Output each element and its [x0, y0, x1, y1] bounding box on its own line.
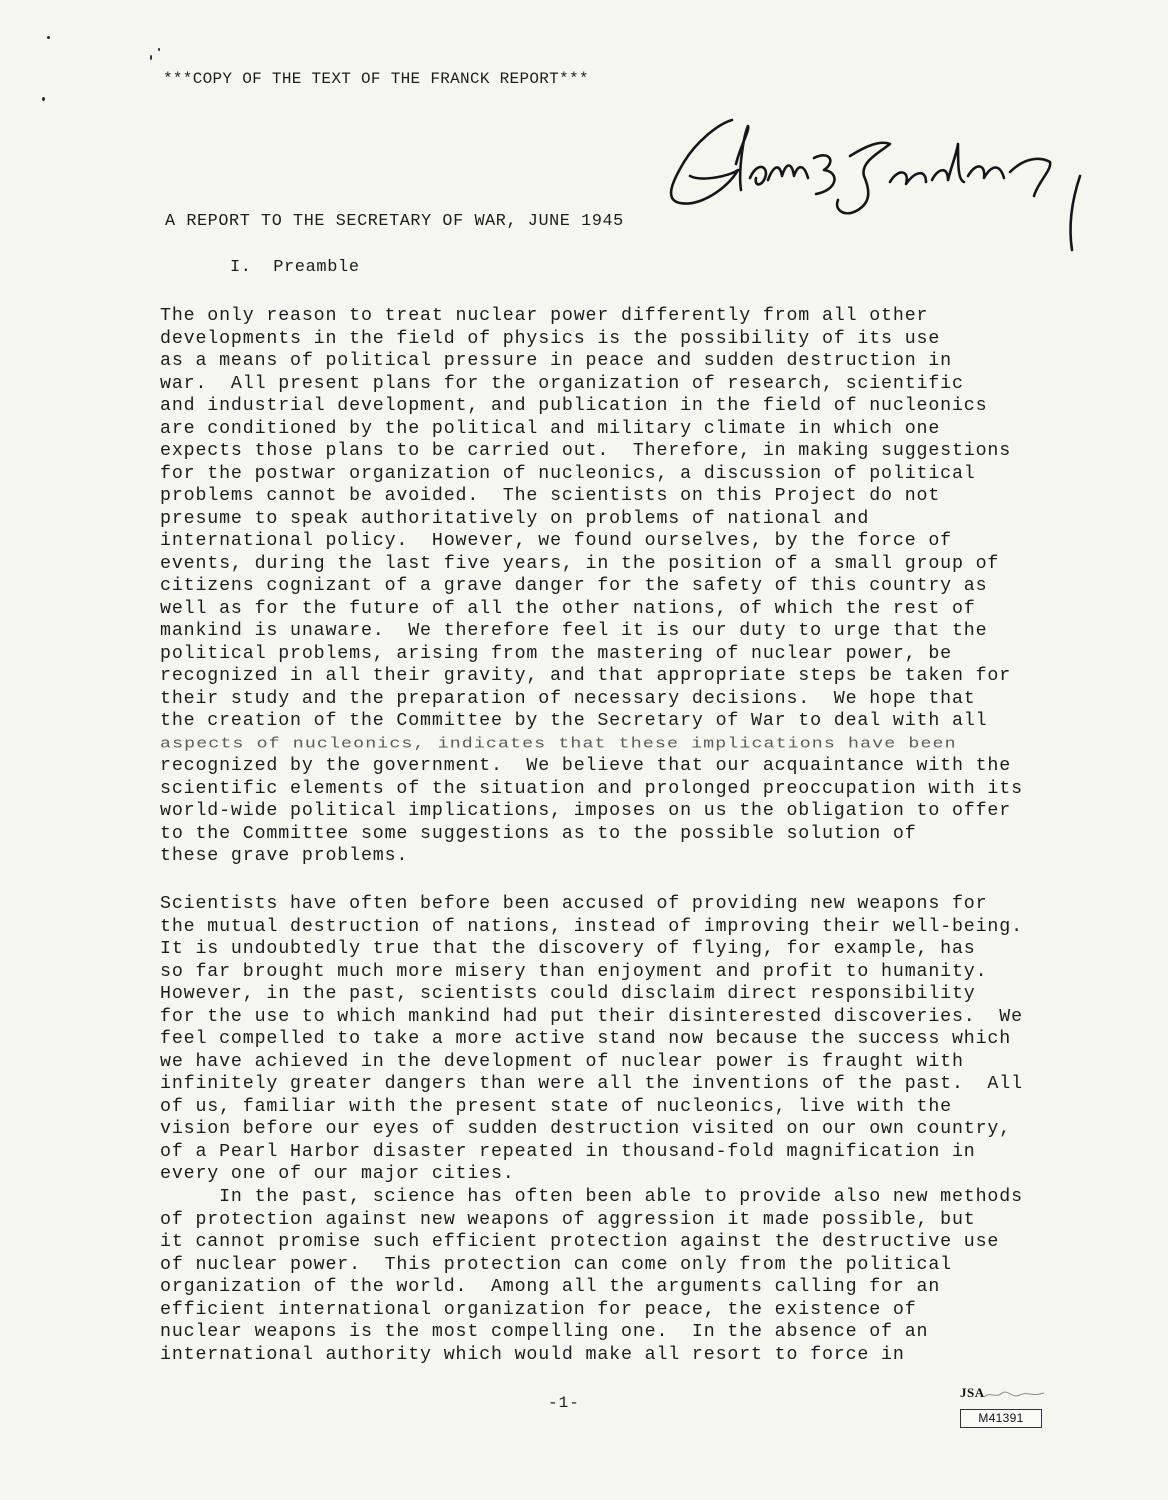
- text-line: citizens cognizant of a grave danger for the safety of this country as: [160, 576, 988, 596]
- text-line: feel compelled to take a more active stand now because the success which: [160, 1029, 1012, 1049]
- paragraph-3: [160, 1186, 1150, 1366]
- text-line: we have achieved in the development of nuclear power is fraught with: [160, 1051, 964, 1072]
- ink-speck: [47, 36, 50, 39]
- text-line: their study and the preparation of necessary decisions. We hope that: [160, 688, 976, 709]
- report-header: ***COPY OF THE TEXT OF THE FRANCK REPORT***: [163, 70, 589, 88]
- scribble-icon: [982, 1387, 1046, 1403]
- page-number: -1-: [548, 1394, 580, 1412]
- text-line: world-wide political implications, imposes on us the obligation to offer: [160, 801, 1012, 821]
- jsa-cert-number: M41391: [960, 1409, 1042, 1428]
- text-line: are conditioned by the political and military climate in which one: [160, 418, 941, 439]
- paragraph-1: [160, 305, 1150, 868]
- text-line: organization of the world. Among all the arguments calling for an: [160, 1277, 941, 1297]
- text-line: the creation of the Committee by the Secretary of War to deal with all: [160, 711, 988, 731]
- text-line: international authority which would make all resort to force in: [160, 1344, 905, 1365]
- text-line: vision before our eyes of sudden destruction visited on our own country,: [160, 1119, 1012, 1139]
- text-line: of nuclear power. This protection can come only from the political: [160, 1254, 952, 1275]
- paragraph-2: [160, 893, 1150, 1186]
- text-line: The only reason to treat nuclear power differently from all other: [160, 306, 929, 326]
- text-line: political problems, arising from the mastering of nuclear power, be: [160, 643, 952, 664]
- jsa-logo: JSA: [960, 1385, 985, 1400]
- text-line: Scientists have often before been accused of providing new weapons for: [160, 894, 988, 914]
- text-line: infinitely greater dangers than were all the inventions of the past. All: [160, 1074, 1023, 1094]
- text-line: as a means of political pressure in peace and sudden destruction in: [160, 351, 952, 371]
- ink-speck: [158, 48, 160, 51]
- ink-speck: [42, 97, 45, 101]
- section-heading: I. Preamble: [230, 258, 360, 277]
- text-line: international policy. However, we found ourselves, by the force of: [160, 531, 952, 551]
- text-line: and industrial development, and publication in the field of nucleonics: [160, 396, 988, 416]
- text-line: recognized in all their gravity, and that appropriate steps be taken for: [160, 666, 1012, 686]
- text-line: of a Pearl Harbor disaster repeated in thousand-fold magnification in: [160, 1141, 976, 1162]
- text-line: these grave problems.: [160, 846, 409, 866]
- text-line: for the use to which mankind had put their disinterested discoveries. We: [160, 1006, 1023, 1027]
- handwritten-signature-icon: [640, 100, 1100, 270]
- report-title: A REPORT TO THE SECRETARY OF WAR, JUNE 1945: [165, 212, 624, 231]
- text-line: efficient international organization for peace, the existence of: [160, 1299, 917, 1320]
- text-line: In the past, science has often been able to provide also new methods: [160, 1187, 1023, 1207]
- text-line: it cannot promise such efficient protection against the destructive use: [160, 1232, 1000, 1252]
- text-line: so far brought much more misery than enjoyment and profit to humanity.: [160, 961, 988, 982]
- text-line: well as for the future of all the other nations, of which the rest of: [160, 598, 976, 619]
- text-line: events, during the last five years, in the position of a small group of: [160, 553, 1000, 574]
- text-line: expects those plans to be carried out. Therefore, in making suggestions: [160, 441, 1012, 461]
- text-line: to the Committee some suggestions as to the possible solution of: [160, 823, 917, 844]
- text-line: the mutual destruction of nations, instead of improving their well-being.: [160, 916, 1023, 937]
- text-line: mankind is unaware. We therefore feel it is our duty to urge that the: [160, 621, 988, 641]
- text-line: war. All present plans for the organization of research, scientific: [160, 373, 964, 394]
- text-line: recognized by the government. We believe that our acquaintance with the: [160, 756, 1012, 776]
- text-line: It is undoubtedly true that the discovery of flying, for example, has: [160, 939, 976, 959]
- text-line: of us, familiar with the present state of nucleonics, live with the: [160, 1096, 952, 1117]
- text-line: for the postwar organization of nucleonics, a discussion of political: [160, 463, 976, 484]
- text-line: presume to speak authoritatively on problems of national and: [160, 508, 870, 529]
- ink-speck: [150, 55, 152, 60]
- text-line: nuclear weapons is the most compelling one. In the absence of an: [160, 1322, 929, 1342]
- text-line-faded: aspects of nucleonics, indicates that these implications have been: [160, 735, 957, 752]
- text-line: of protection against new weapons of aggression it made possible, but: [160, 1209, 976, 1230]
- text-line: every one of our major cities.: [160, 1164, 515, 1184]
- text-line: developments in the field of physics is the possibility of its use: [160, 328, 941, 349]
- jsa-authentication-sticker: [958, 1385, 1050, 1433]
- text-line: problems cannot be avoided. The scientists on this Project do not: [160, 486, 941, 506]
- text-line: However, in the past, scientists could disclaim direct responsibility: [160, 984, 976, 1004]
- text-line: scientific elements of the situation and prolonged preoccupation with its: [160, 778, 1023, 799]
